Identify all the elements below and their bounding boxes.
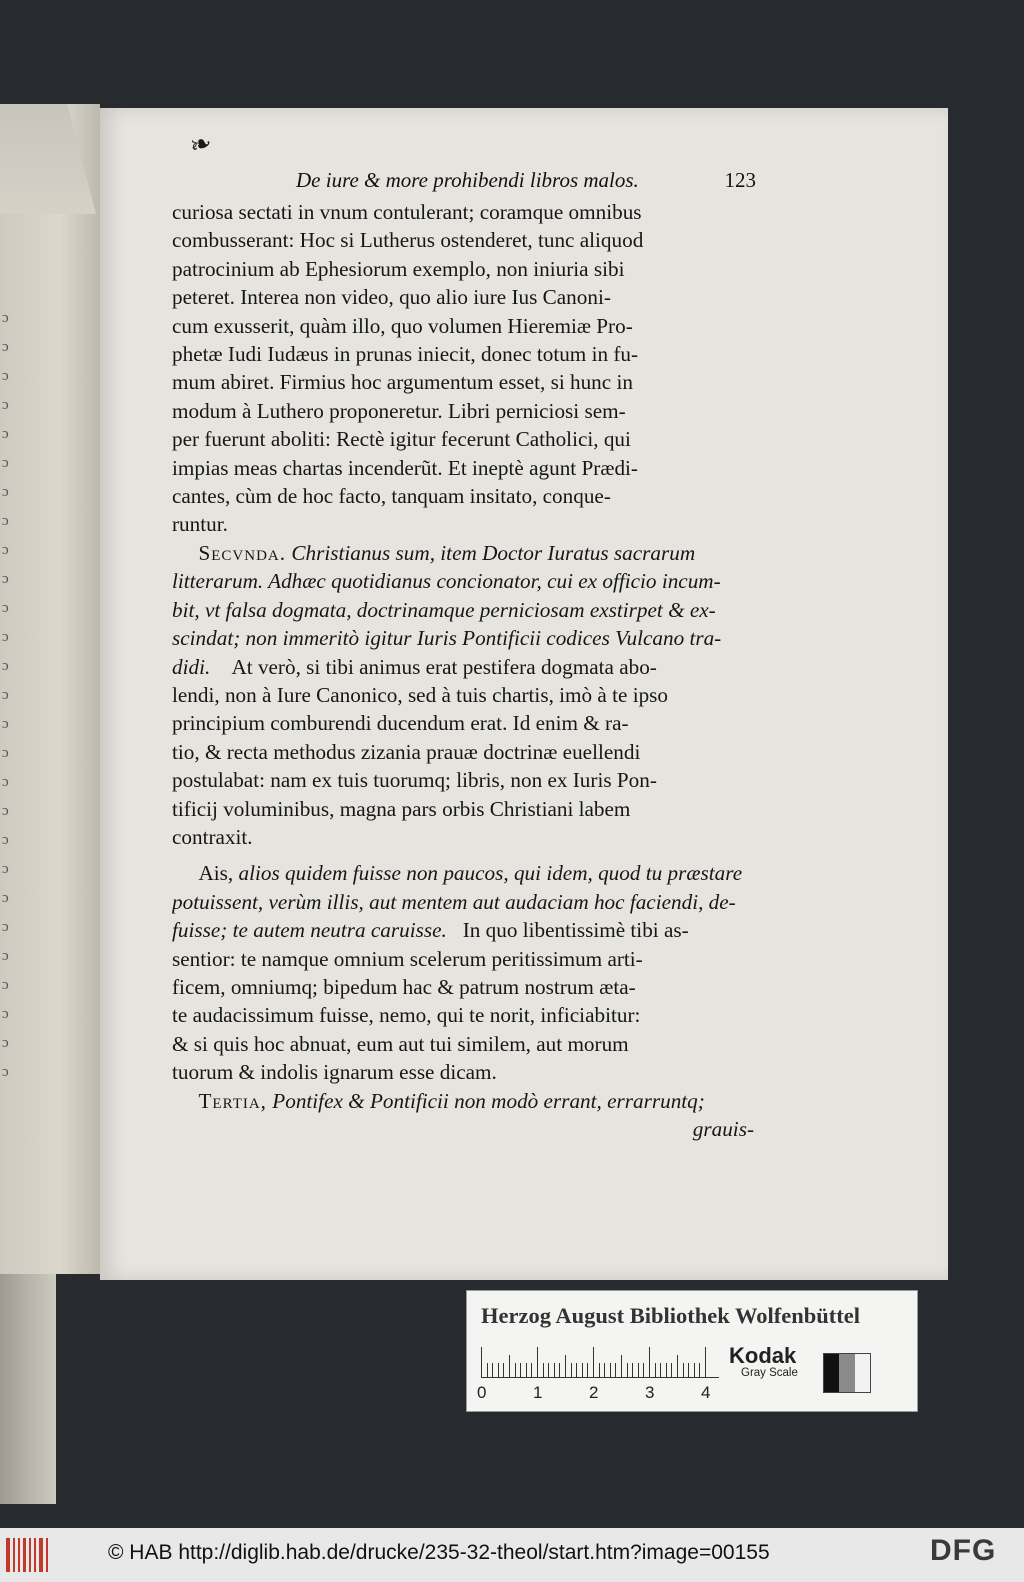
ruler-tick	[705, 1347, 706, 1377]
gray-swatch	[824, 1354, 839, 1392]
facing-page-fragment: ɔ	[2, 426, 9, 442]
facing-page-fragment: ɔ	[2, 629, 9, 645]
facing-page-edge	[0, 104, 100, 1274]
ruler-tick	[638, 1363, 639, 1377]
text-line	[172, 539, 754, 567]
ruler-tick	[587, 1363, 588, 1377]
barcode-bar	[18, 1538, 20, 1572]
ruler-tick	[593, 1347, 594, 1377]
copyright-link[interactable]: © HAB http://diglib.hab.de/drucke/235-32-theol/start.htm?image=00155	[108, 1541, 770, 1564]
barcode-icon	[6, 1538, 48, 1572]
ruler-tick	[632, 1363, 633, 1377]
library-name: Herzog August Bibliothek Wolfenbüttel	[481, 1303, 860, 1328]
section-lead: Secvnda.	[198, 540, 287, 565]
barcode-bar	[6, 1538, 10, 1572]
paragraph-gap	[172, 851, 754, 859]
ruler-tick	[543, 1363, 544, 1377]
text-line	[172, 1087, 754, 1115]
text-line: peteret. Interea non video, quo alio iure Ius Canoni-	[172, 285, 611, 310]
text-line: te audacissimum fuisse, nemo, qui te norit, inficiabitur:	[172, 1003, 641, 1028]
ruler-number: 4	[701, 1383, 711, 1402]
italic-line: potuissent, verùm illis, aut mentem aut audaciam hoc faciendi, de-	[172, 889, 736, 914]
facing-page-fragment: ɔ	[2, 774, 9, 790]
facing-page-fragment: ɔ	[2, 1064, 9, 1080]
text-line: phetæ Iudi Iudæus in prunas iniecit, donec totum in fu-	[172, 342, 639, 367]
ruler-tick	[492, 1363, 493, 1377]
dfg-logo: DFG	[930, 1534, 997, 1567]
measurement-ruler	[481, 1345, 719, 1378]
ruler-tick	[565, 1355, 566, 1377]
italic-line: scindat; non immeritò igitur Iuris Pontificii codices Vulcano tra-	[172, 626, 722, 651]
text-line: patrocinium ab Ephesiorum exemplo, non iniuria sibi	[172, 256, 625, 281]
ruler-tick	[610, 1363, 611, 1377]
ruler-tick	[604, 1363, 605, 1377]
paragraph-secunda	[172, 539, 754, 851]
facing-page-fragment: ɔ	[2, 397, 9, 413]
page-body-text	[172, 198, 754, 1143]
facing-page-lower-edge	[0, 1274, 56, 1504]
ruler-tick	[526, 1363, 527, 1377]
ruler-number: 3	[645, 1383, 655, 1402]
ruler-tick	[503, 1363, 504, 1377]
ruler-tick	[683, 1363, 684, 1377]
barcode-bar	[39, 1538, 43, 1572]
ruler-tick	[531, 1363, 532, 1377]
ruler-tick	[666, 1363, 667, 1377]
ruler-tick	[677, 1355, 678, 1377]
facing-page-fragment: ɔ	[2, 1006, 9, 1022]
paragraph-tertia	[172, 1087, 754, 1144]
italic-text: didi.	[172, 654, 211, 679]
ruler-tick	[655, 1363, 656, 1377]
footer-bar	[0, 1528, 1024, 1582]
gray-swatch	[855, 1354, 870, 1392]
facing-page-fragment: ɔ	[2, 861, 9, 877]
ruler-number: 1	[533, 1383, 543, 1402]
ruler-tick	[599, 1363, 600, 1377]
printers-ornament: ❧	[186, 127, 216, 162]
ruler-tick	[694, 1363, 695, 1377]
ruler-number: 0	[477, 1383, 487, 1402]
facing-page-fragment: ɔ	[2, 455, 9, 471]
roman-text: In quo libentissimè tibi as-	[462, 918, 689, 943]
text-line	[172, 916, 754, 944]
text-line: postulabat: nam ex tuis tuorumq; libris, non ex Iuris Pon-	[172, 768, 657, 793]
text-line: impias meas chartas incenderũt. Et ineptè agunt Prædi-	[172, 455, 638, 480]
ruler-tick	[576, 1363, 577, 1377]
barcode-bar	[13, 1538, 15, 1572]
italic-text: alios quidem fuisse non paucos, qui idem, quod tu præstare	[238, 861, 743, 886]
facing-page-fragment: ɔ	[2, 339, 9, 355]
ruler-tick	[559, 1363, 560, 1377]
ruler-tick	[649, 1347, 650, 1377]
section-lead: Ais,	[198, 861, 234, 886]
barcode-bar	[23, 1538, 27, 1572]
italic-text: Pontifex & Pontificii non modò errant, errarruntq;	[272, 1088, 705, 1113]
ruler-number: 2	[589, 1383, 599, 1402]
text-line: cantes, cùm de hoc facto, tanquam insitato, conque-	[172, 484, 611, 509]
ruler-tick	[554, 1363, 555, 1377]
ruler-tick	[699, 1363, 700, 1377]
paragraph-first	[172, 198, 754, 539]
facing-page-fragment: ɔ	[2, 716, 9, 732]
text-line: sentior: te namque omnium scelerum peritissimum arti-	[172, 946, 643, 971]
italic-text: fuisse; te autem neutra caruisse.	[172, 918, 447, 943]
facing-page-fragment: ɔ	[2, 745, 9, 761]
text-line: curiosa sectati in vnum contulerant; coramque omnibus	[172, 200, 642, 224]
facing-page-fragment: ɔ	[2, 368, 9, 384]
text-line	[172, 859, 754, 887]
gray-scale-label: Gray Scale	[741, 1367, 798, 1379]
text-line: combusserant: Hoc si Lutherus ostenderet, tunc aliquod	[172, 228, 644, 253]
color-calibration-card	[466, 1290, 918, 1412]
text-line: contraxit.	[172, 824, 253, 849]
barcode-bar	[46, 1538, 48, 1572]
text-line: cum exusserit, quàm illo, quo volumen Hieremiæ Pro-	[172, 313, 633, 338]
gray-swatches	[823, 1353, 871, 1393]
section-lead: Tertia,	[198, 1088, 267, 1113]
facing-page-fragment: ɔ	[2, 513, 9, 529]
ruler-tick	[537, 1347, 538, 1377]
facing-page-fragment: ɔ	[2, 571, 9, 587]
text-line: runtur.	[172, 512, 228, 537]
running-head	[296, 168, 756, 198]
facing-page-fragment: ɔ	[2, 310, 9, 326]
ruler-tick	[671, 1363, 672, 1377]
text-line	[172, 653, 754, 681]
text-line: tuorum & indolis ignarum esse dicam.	[172, 1060, 497, 1085]
ruler-tick	[688, 1363, 689, 1377]
text-line: & si quis hoc abnuat, eum aut tui similem, aut morum	[172, 1031, 629, 1056]
ruler-tick	[515, 1363, 516, 1377]
facing-page-fragment: ɔ	[2, 832, 9, 848]
roman-text: At verò, si tibi animus erat pestifera dogmata abo-	[231, 654, 657, 679]
text-line: principium comburendi ducendum erat. Id enim & ra-	[172, 711, 629, 736]
facing-page-fragment: ɔ	[2, 658, 9, 674]
facing-page-fragment: ɔ	[2, 977, 9, 993]
running-title: De iure & more prohibendi libros malos.	[296, 168, 639, 192]
facing-page-fragment: ɔ	[2, 919, 9, 935]
text-line: tificij voluminibus, magna pars orbis Christiani labem	[172, 796, 631, 821]
facing-page-fragment: ɔ	[2, 484, 9, 500]
ruler-tick	[621, 1355, 622, 1377]
facing-page-corner	[0, 104, 96, 214]
page-number: 123	[724, 168, 756, 192]
facing-page-fragment: ɔ	[2, 687, 9, 703]
gray-swatch	[839, 1354, 854, 1392]
ruler-tick	[487, 1363, 488, 1377]
italic-text: Christianus sum, item Doctor Iuratus sacrarum	[291, 540, 696, 565]
ruler-numbers	[477, 1383, 737, 1405]
ruler-tick	[520, 1363, 521, 1377]
italic-line: bit, vt falsa dogmata, doctrinamque perniciosam exstirpet & ex-	[172, 597, 716, 622]
facing-page-fragment: ɔ	[2, 600, 9, 616]
text-line: modum à Luthero proponeretur. Libri perniciosi sem-	[172, 398, 626, 423]
ruler-tick	[643, 1363, 644, 1377]
text-line: per fuerunt aboliti: Rectè igitur fecerunt Catholici, qui	[172, 427, 631, 452]
facing-page-fragment: ɔ	[2, 1035, 9, 1051]
facing-page-fragment: ɔ	[2, 890, 9, 906]
ruler-tick	[481, 1347, 482, 1377]
italic-line: litterarum. Adhæc quotidianus concionator, cui ex officio incum-	[172, 569, 721, 594]
ruler-tick	[582, 1363, 583, 1377]
ruler-tick	[627, 1363, 628, 1377]
text-line: mum abiret. Firmius hoc argumentum esset, si hunc in	[172, 370, 633, 395]
text-line: tio, & recta methodus zizania prauæ doctrinæ euellendi	[172, 739, 641, 764]
facing-page-fragment: ɔ	[2, 948, 9, 964]
ruler-tick	[498, 1363, 499, 1377]
facing-page-fragment: ɔ	[2, 542, 9, 558]
barcode-bar	[29, 1538, 31, 1572]
kodak-logo: Kodak	[729, 1343, 797, 1368]
ruler-tick	[615, 1363, 616, 1377]
barcode-bar	[34, 1538, 36, 1572]
catchword: grauis-	[692, 1117, 754, 1141]
ruler-tick	[548, 1363, 549, 1377]
facing-page-text-fragments	[2, 304, 22, 1087]
text-line: ficem, omniumq; bipedum hac & patrum nostrum æta-	[172, 974, 636, 999]
paragraph-ais	[172, 859, 754, 1086]
ruler-tick	[509, 1355, 510, 1377]
ruler-tick	[660, 1363, 661, 1377]
text-line: lendi, non à Iure Canonico, sed à tuis chartis, imò à te ipso	[172, 682, 669, 707]
ruler-tick	[571, 1363, 572, 1377]
facing-page-fragment: ɔ	[2, 803, 9, 819]
